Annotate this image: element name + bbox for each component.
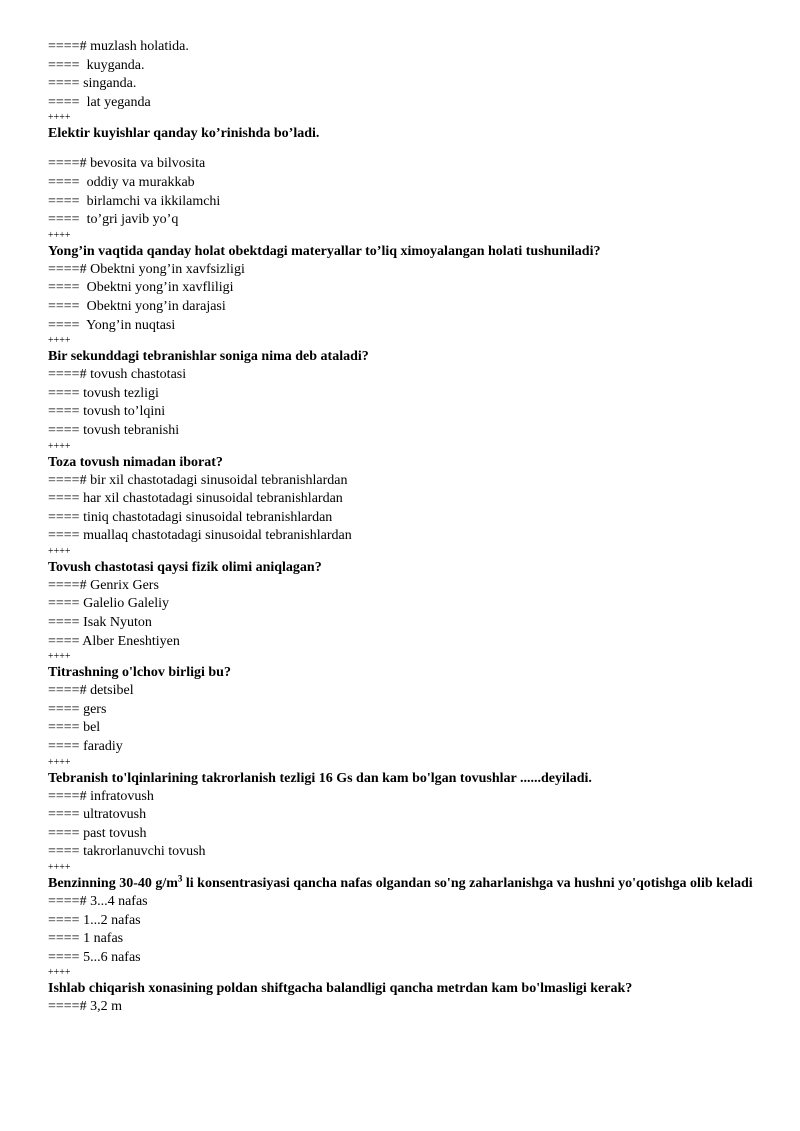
answer-option: ==== 1...2 nafas — [48, 912, 141, 928]
answer-option: ==== oddiy va murakkab — [48, 174, 195, 190]
question-block — [48, 38, 768, 124]
answer-option-correct: ====# bir xil chastotadagi sinusoidal tebranishlardan — [48, 472, 348, 488]
answer-option: ==== Obektni yong’in xavfliligi — [48, 280, 234, 296]
question-block — [48, 558, 768, 663]
answer-option-correct: ====# detsibel — [48, 683, 134, 699]
question-text: Tovush chastotasi qaysi fizik olimi aniqlagan? — [48, 559, 322, 575]
question-text: Tebranish to'lqinlarining takrorlanish tezligi 16 Gs dan kam bo'lgan tovushlar ......deyiladi. — [48, 770, 592, 786]
answer-option: ==== singanda. — [48, 76, 137, 92]
answer-option-correct: ====# Obektni yong’in xavfsizligi — [48, 261, 245, 277]
question-text: Ishlab chiqarish xonasining poldan shiftgacha balandligi qancha metrdan kam bo'lmasligi kerak? — [48, 981, 633, 997]
answer-option-correct: ====# tovush chastotasi — [48, 367, 187, 383]
question-text: Elektir kuyishlar qanday ko’rinishda bo’ladi. — [48, 126, 320, 142]
answer-option: ==== muallaq chastotadagi sinusoidal tebranishlardan — [48, 528, 352, 544]
answer-option: ==== tovush tebranishi — [48, 422, 180, 438]
question-text: Toza tovush nimadan iborat? — [48, 454, 223, 470]
document-page — [48, 38, 768, 1017]
answer-option-correct: ====# 3,2 m — [48, 999, 122, 1015]
answer-option: ==== tiniq chastotadagi sinusoidal tebranishlardan — [48, 509, 333, 525]
question-block — [48, 874, 768, 979]
answer-option: ==== Alber Eneshtiyen — [48, 633, 180, 649]
answer-option: ==== Isak Nyuton — [48, 615, 152, 631]
answer-option: ==== to’gri javib yo’q — [48, 212, 179, 228]
question-block — [48, 347, 768, 452]
answer-option: ==== tovush to’lqini — [48, 404, 166, 420]
answer-option-correct: ====# Genrix Gers — [48, 577, 159, 593]
answer-option: ==== 5...6 nafas — [48, 949, 141, 965]
block-separator: ++++ — [48, 229, 71, 241]
answer-option: ==== ultratovush — [48, 807, 147, 823]
question-text: Yong’in vaqtida qanday holat obektdagi materyallar to’liq ximoyalangan holati tushuniladi? — [48, 243, 601, 259]
answer-option: ==== Galelio Galeliy — [48, 596, 169, 612]
block-separator: ++++ — [48, 440, 71, 452]
answer-option: ==== past tovush — [48, 825, 147, 841]
question-text: Bir sekunddagi tebranishlar soniga nima deb ataladi? — [48, 349, 369, 365]
answer-option: ==== bel — [48, 720, 101, 736]
answer-option: ==== tovush tezligi — [48, 385, 159, 401]
question-block — [48, 663, 768, 768]
block-separator: ++++ — [48, 335, 71, 347]
answer-option: ==== takrorlanuvchi tovush — [48, 844, 206, 860]
block-separator: ++++ — [48, 967, 71, 979]
block-separator: ++++ — [48, 651, 71, 663]
answer-option-correct: ====# infratovush — [48, 788, 154, 804]
block-separator: ++++ — [48, 545, 71, 557]
question-block — [48, 769, 768, 874]
question-block — [48, 453, 768, 558]
answer-option: ==== birlamchi va ikkilamchi — [48, 193, 221, 209]
question-text — [48, 874, 768, 893]
answer-option: ==== lat yeganda — [48, 94, 151, 110]
answer-option: ==== har xil chastotadagi sinusoidal tebranishlardan — [48, 491, 343, 507]
question-text-part: Benzinning 30-40 g/m — [48, 876, 178, 891]
question-block — [48, 124, 768, 241]
answer-option: ==== Obektni yong’in darajasi — [48, 298, 226, 314]
block-separator: ++++ — [48, 756, 71, 768]
answer-option: ==== 1 nafas — [48, 931, 124, 947]
answer-option: ==== faradiy — [48, 739, 123, 755]
answer-option-correct: ====# bevosita va bilvosita — [48, 156, 206, 172]
block-separator: ++++ — [48, 862, 71, 873]
answer-option-correct: ====# 3...4 nafas — [48, 894, 148, 909]
answer-option: ==== gers — [48, 701, 107, 717]
answer-option: ==== Yong’in nuqtasi — [48, 317, 176, 333]
question-block — [48, 242, 768, 347]
question-block — [48, 979, 768, 1017]
answer-option-correct: ====# muzlash holatida. — [48, 39, 189, 54]
question-text-part: li konsentrasiyasi qancha nafas olgandan so'ng zaharlanishga va hushni yo'qotishga olib keladi — [182, 876, 753, 891]
superscript: 3 — [177, 873, 183, 884]
question-text: Titrashning o'lchov birligi bu? — [48, 665, 231, 681]
block-separator: ++++ — [48, 112, 71, 124]
answer-option: ==== kuyganda. — [48, 57, 145, 73]
